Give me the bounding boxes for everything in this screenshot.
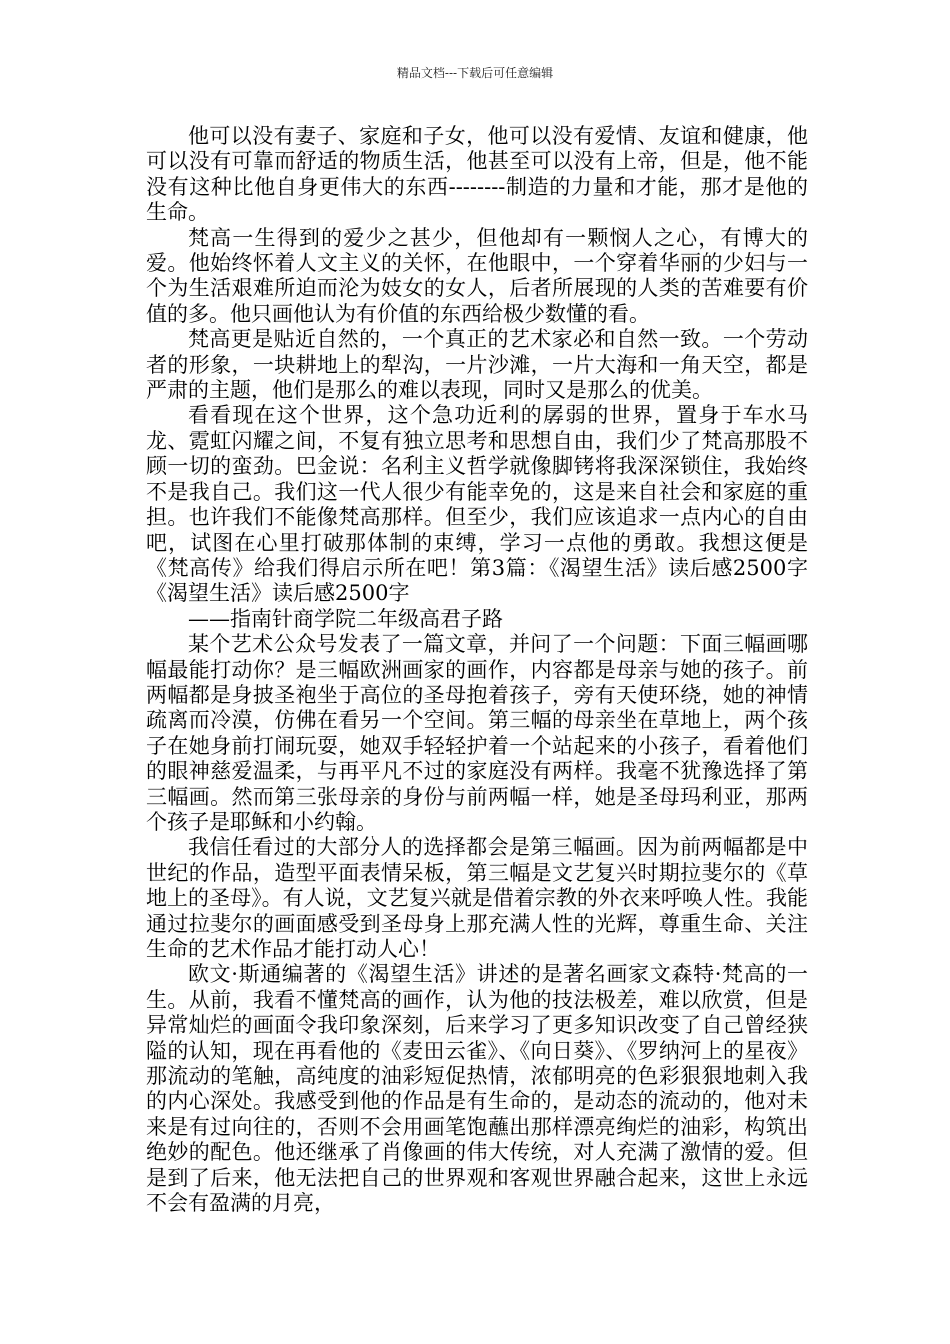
author-line: ——指南针商学院二年级高君子路 [188, 606, 503, 631]
page-header: 精品文档---下载后可任意编辑 [396, 66, 554, 80]
document-body [146, 124, 808, 1216]
paragraph: 欧文·斯通编著的《渴望生活》讲述的是著名画家文森特·梵高的一生。从前，我看不懂梵高的画作，认为他的技法极差，难以欣赏，但是异常灿烂的画面令我印象深刻，后来学习了更多知识改变了自己曾经狭隘的认知，现在再看他的《麦田云雀》、《向日葵》、《罗纳河上的星夜》那流动的笔触，高纯度的油彩短促热情，浓郁明亮的色彩狠狠地刺入我的内心深处。我感受到他的作品是有生命的，是动态的流动的，他对未来是有过向往的，否则不会用画笔饱蘸出那样漂亮绚烂的油彩，构筑出绝妙的配色。他还继承了肖像画的伟大传统，对人充满了激情的爱。但是到了后来，他无法把自己的世界观和客观世界融合起来，这世上永远不会有盈满的月亮， [146, 962, 808, 1216]
paragraph: 看看现在这个世界，这个急功近利的孱弱的世界，置身于车水马龙、霓虹闪耀之间，不复有独立思考和思想自由，我们少了梵高那股不顾一切的蛮劲。巴金说：名利主义哲学就像脚铐将我深深锁住，我始终不是我自己。我们这一代人很少有能幸免的，这是来自社会和家庭的重担。也许我们不能像梵高那样。但至少，我们应该追求一点内心的自由吧，试图在心里打破那体制的束缚，学习一点他的勇敢。我想这便是《梵高传》给我们得启示所在吧！第3篇：《渴望生活》读后感2500字《渴望生活》读后感2500字 [146, 403, 808, 606]
paragraph: 我信任看过的大部分人的选择都会是第三幅画。因为前两幅都是中世纪的作品，造型平面表情呆板，第三幅是文艺复兴时期拉斐尔的《草地上的圣母》。有人说，文艺复兴就是借着宗教的外衣来呼唤人性。我能通过拉斐尔的画面感受到圣母身上那充满人性的光辉，尊重生命、关注生命的艺术作品才能打动人心！ [146, 835, 808, 961]
paragraph: 梵高一生得到的爱少之甚少，但他却有一颗悯人之心，有博大的爱。他始终怀着人文主义的关怀，在他眼中，一个穿着华丽的少妇与一个为生活艰难所迫而沦为妓女的女人，后者所展现的人类的苦难要有价值的多。他只画他认为有价值的东西给极少数懂的看。 [146, 225, 808, 326]
paragraph: 某个艺术公众号发表了一篇文章，并问了一个问题：下面三幅画哪幅最能打动你？是三幅欧洲画家的画作，内容都是母亲与她的孩子。前两幅都是身披圣袍坐于高位的圣母抱着孩子，旁有天使环绕，她的神情疏离而冷漠，仿佛在看另一个空间。第三幅的母亲坐在草地上，两个孩子在她身前打闹玩耍，她双手轻轻护着一个站起来的小孩子，看着他们的眼神慈爱温柔，与再平凡不过的家庭没有两样。我毫不犹豫选择了第三幅画。然而第三张母亲的身份与前两幅一样，她是圣母玛利亚，那两个孩子是耶稣和小约翰。 [146, 632, 808, 834]
paragraph: 梵高更是贴近自然的，一个真正的艺术家必和自然一致。一个劳动者的形象，一块耕地上的犁沟，一片沙滩，一片大海和一角天空，都是严肃的主题，他们是那么的难以表现，同时又是那么的优美。 [146, 327, 808, 403]
paragraph: 他可以没有妻子、家庭和子女，他可以没有爱情、友谊和健康，他可以没有可靠而舒适的物质生活，他甚至可以没有上帝，但是，他不能没有这种比他自身更伟大的东西--------制造的力量和才能，那才是他的生命。 [146, 124, 808, 225]
